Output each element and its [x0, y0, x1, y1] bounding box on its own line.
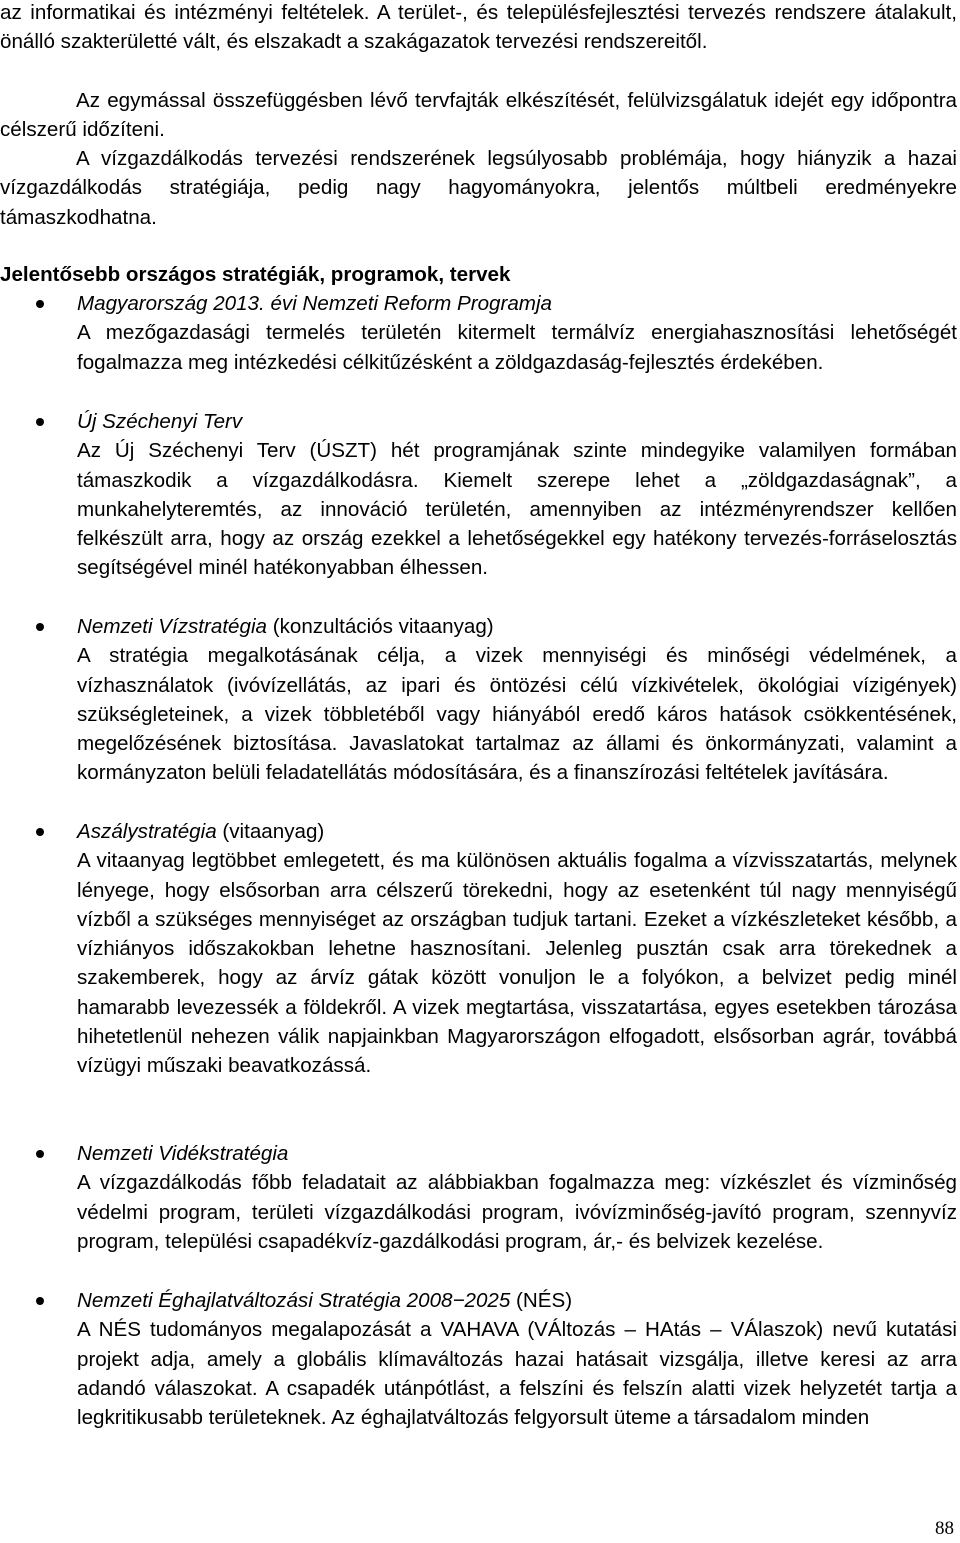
bullet-dot-icon: [36, 1297, 44, 1305]
bullet-dot-icon: [36, 418, 44, 426]
list-item-nemzeti-eghajlatvaltozasi-strategia: [77, 1286, 957, 1432]
item-title: Nemzeti Éghajlatváltozási Stratégia 2008−2025 (NÉS): [77, 1289, 573, 1312]
item-title: Nemzeti Vidékstratégia: [77, 1142, 289, 1165]
list-item-aszalystrategia: [77, 817, 957, 1081]
item-title: Aszálystratégia (vitaanyag): [77, 820, 325, 843]
intro-paragraph-1: az informatikai és intézményi feltételek. A terület-, és településfejlesztési tervezés rendszere átalakult, önálló szakterületté vált, és elszakadt a szakágazatok tervezési rendszereitől.: [0, 1, 957, 54]
list-item-reform-program: [77, 289, 957, 377]
item-title: Nemzeti Vízstratégia (konzultációs vitaanyag): [77, 615, 494, 638]
list-item-uj-szechenyi-terv: [77, 407, 957, 583]
intro-paragraph-3: A vízgazdálkodás tervezési rendszerének legsúlyosabb problémája, hogy hiányzik a hazai vízgazdálkodás stratégiája, pedig nagy hagyományokra, jelentős múltbeli eredményekre támaszkodhatna.: [0, 147, 957, 229]
item-title: Új Széchenyi Terv: [77, 410, 243, 433]
item-text: Az Új Széchenyi Terv (ÚSZT) hét programjának szinte mindegyike valamilyen formában támaszkodik a vízgazdálkodásra. Kiemelt szerepe lehet a „zöldgazdaságnak”, a munkahelyteremtés, az innováció területén, amennyiben az intézményrendszer kellően felkészült arra, hogy az ország ezekkel a lehetőségekkel egy hatékony tervezés-forráselosztás segítségével minél hatékonyabban élhessen.: [77, 439, 957, 580]
item-text: A vitaanyag legtöbbet emlegetett, és ma különösen aktuális fogalma a vízvisszatartás, melynek lényege, hogy elsősorban arra célszerű törekedni, hogy az esetenként túl nagy mennyiségű vízből a szükséges mennyiséget az országban tudjuk tartani. Ezeket a vízkészleteket később, a vízhiányos időszakokban lehetne hasznosítani. Jelenleg pusztán csak arra törekednek a szakemberek, hogy az árvíz gátak között vonuljon le a folyókon, a belvizet pedig minél hamarabb levezessék a földekről. A vizek megtartása, visszatartása, egyes esetekben tározása hihetetlenül nehezen válik napjainkban Magyarországon elfogadott, elsősorban agrár, továbbá vízügyi műszaki beavatkozássá.: [77, 849, 957, 1078]
section-heading: Jelentősebb országos stratégiák, programok, tervek: [0, 263, 511, 286]
bullet-dot-icon: [36, 828, 44, 836]
bullet-dot-icon: [36, 623, 44, 631]
intro-paragraph-2: Az egymással összefüggésben lévő tervfajták elkészítését, felülvizsgálatuk idejét egy időpontra célszerű időzíteni.: [0, 89, 957, 142]
list-item-nemzeti-videkstrategia: [77, 1139, 957, 1256]
item-text: A stratégia megalkotásának célja, a vizek mennyiségi és minőségi védelmének, a vízhasználatok (ivóvízellátás, az ipari és öntözési célú vízkivételek, ökológiai vízigények) szükségleteinek, a vizek többletéből vagy hiányából eredő káros hatások csökkentésének, megelőzésének biztosítása. Javaslatokat tartalmaz az állami és önkormányzati, valamint a kormányzaton belüli feladatellátás módosítására, és a finanszírozási feltételek javítására.: [77, 644, 957, 785]
list-item-nemzeti-vizstrategia: [77, 612, 957, 788]
item-text: A mezőgazdasági termelés területén kitermelt termálvíz energiahasznosítási lehetőségét fogalmazza meg intézkedési célkitűzésként a zöldgazdaság-fejlesztés érdekében.: [77, 321, 957, 374]
item-title: Magyarország 2013. évi Nemzeti Reform Programja: [77, 292, 552, 315]
item-text: A vízgazdálkodás főbb feladatait az alábbiakban fogalmazza meg: vízkészlet és vízminőség védelmi program, területi vízgazdálkodási program, ivóvízminőség-javító program, szennyvíz program, települési csapadékvíz-gazdálkodási program, ár,- és belvizek kezelése.: [77, 1171, 957, 1253]
item-text: A NÉS tudományos megalapozását a VAHAVA (VÁltozás – HAtás – VÁlaszok) nevű kutatási projekt adja, amely a globális klímaváltozás hazai hatásait vizsgálja, illetve keresi az arra adandó válaszokat. A csapadék utánpótlást, a felszíni és felszín alatti vizek helyzetét tartja a legkritikusabb területeknek. Az éghajlatváltozás felgyorsult üteme a társadalom minden: [77, 1318, 957, 1430]
bullet-dot-icon: [36, 1150, 44, 1158]
bullet-dot-icon: [36, 300, 44, 308]
page-number: 88: [935, 1518, 954, 1539]
